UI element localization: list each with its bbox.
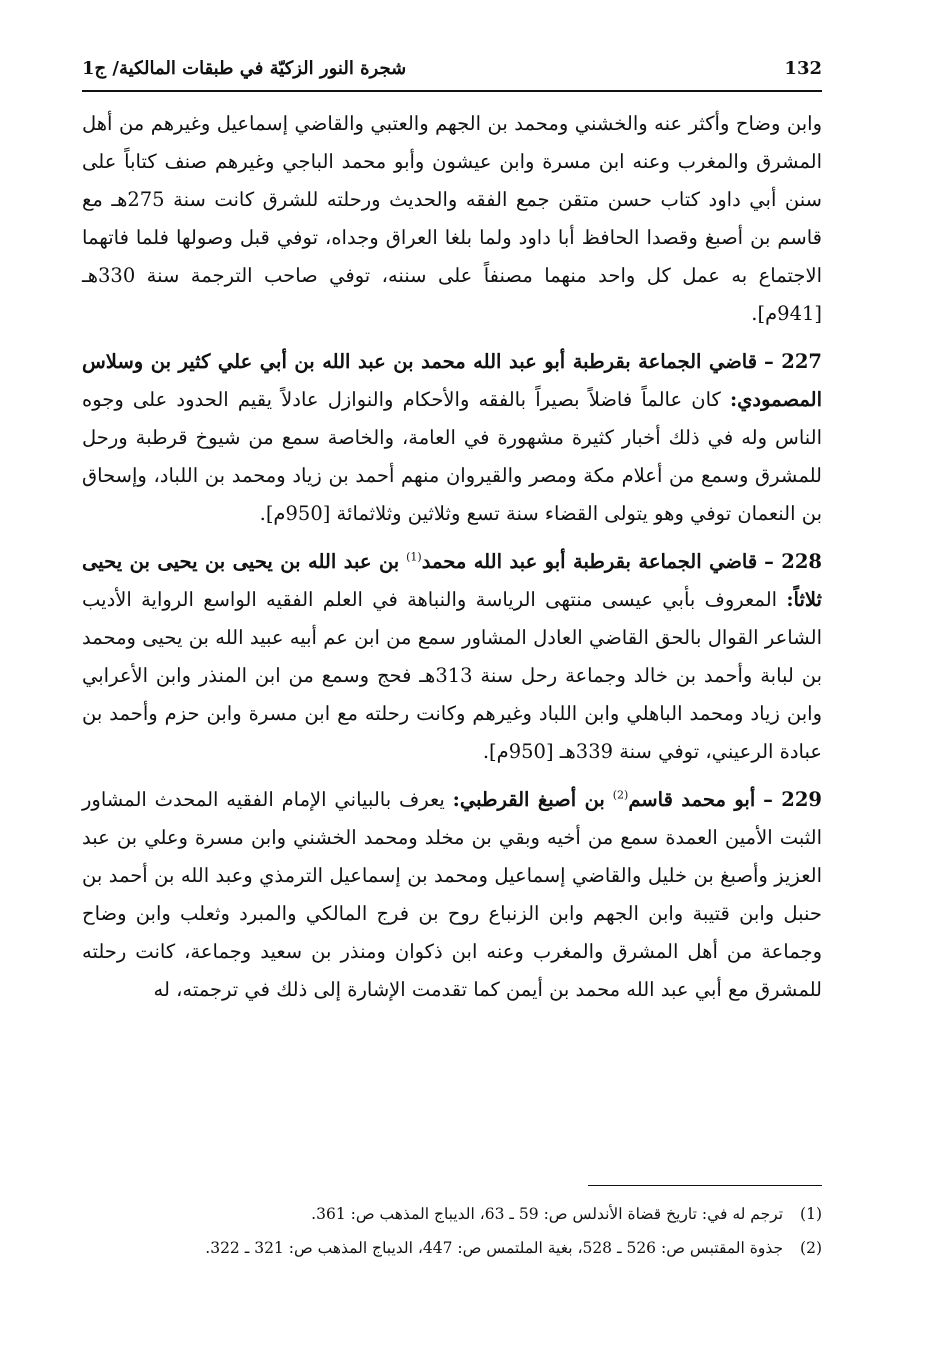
entry-number: 227 –	[764, 350, 823, 373]
main-text	[82, 105, 822, 1019]
entry-227	[82, 343, 822, 533]
entry-heading: قاضي الجماعة بقرطبة أبو عبد الله محمد بن عبد الله بن أبي علي كثير بن وسلاس المصمودي:	[82, 350, 822, 411]
paragraph-continuation: وابن وضاح وأكثر عنه والخشني ومحمد بن الجهم والعتبي والقاضي إسماعيل وغيرهم من أهل المشرق والمغرب وعنه ابن مسرة وابن عيشون وأبو محمد الباجي وغيرهم صنف كتاباً على سنن أبي داود كتاب حسن متقن جمع الفقه والحديث ورحلته للشرق كانت سنة 275هـ مع قاسم بن أصبغ وقصدا الحافظ أبا داود ولما بلغا العراق وجداه، توفي قبل وصولها فلما فاتهما الاجتماع به عمل كل واحد منهما مصنفاً على سننه، توفي صاحب الترجمة سنة 330هـ [941م].	[82, 112, 822, 325]
footnote-rule	[588, 1185, 822, 1186]
footnote-1	[82, 1200, 822, 1228]
entry-number: 229 –	[763, 788, 823, 811]
footnote-marker: (1)	[800, 1205, 822, 1223]
footnote-marker: (2)	[800, 1239, 822, 1257]
entry-number: 228 –	[764, 550, 823, 573]
page-number: 132	[784, 58, 822, 79]
footnote-reference: (2)	[612, 788, 629, 802]
entry-body: المعروف بأبي عيسى منتهى الرياسة والنباهة في العلم الفقيه الواسع الرواية الأديب الشاعر القوال بالحق القاضي العادل المشاور سمع من ابن عم أبيه عبيد الله بن يحيى ومحمد بن لبابة وأحمد بن خالد وجماعة رحل سنة 313هـ فحج وسمع من ابن المنذر وابن الأعرابي وابن زياد ومحمد الباهلي وابن اللباد وغيرهم وكانت رحلته مع ابن مسرة وابن حزم وأحمد بن عبادة الرعيني، توفي سنة 339هـ [950م].	[82, 588, 822, 763]
header-rule	[82, 90, 822, 92]
entry-body: كان عالماً فاضلاً بصيراً بالفقه والأحكام والنوازل عادلاً يقيم الحدود على وجوه الناس وله في ذلك أخبار كثيرة مشهورة في العامة، والخاصة سمع من شيوخ قرطبة ورحل للمشرق وسمع من أعلام مكة ومصر والقيروان منهم أحمد بن زياد ومحمد بن اللباد، وإسحاق بن النعمان توفي وهو يتولى القضاء سنة تسع وثلاثين وثلاثمائة [950م].	[82, 388, 822, 525]
footnote-2	[82, 1234, 822, 1262]
footnotes	[82, 1200, 822, 1268]
running-title: شجرة النور الزكيّة في طبقات المالكية/ ج1	[82, 58, 407, 79]
entry-heading-continued: بن عبد الله بن يحيى بن يحيى بن يحيى ثلاثاً:	[82, 550, 822, 611]
footnote-reference: (1)	[406, 550, 422, 564]
entry-heading: قاضي الجماعة بقرطبة أبو عبد الله محمد	[421, 550, 758, 573]
entry-heading: أبو محمد قاسم	[628, 788, 756, 811]
footnote-text: جذوة المقتبس ص: 526 ـ 528، بغية الملتمس ص: 447، الديباج المذهب ص: 321 ـ 322.	[205, 1239, 784, 1257]
footnote-text: ترجم له في: تاريخ قضاة الأندلس ص: 59 ـ 63، الديباج المذهب ص: 361.	[311, 1205, 784, 1223]
entry-heading-continued: بن أصبغ القرطبي:	[452, 788, 605, 811]
page-header	[82, 56, 822, 86]
entry-228	[82, 543, 822, 771]
entry-body: يعرف بالبياني الإمام الفقيه المحدث المشاور الثبت الأمين العمدة سمع من أخيه وبقي بن مخلد ومحمد الخشني وابن مسرة وعلي بن عبد العزيز وأصبغ بن خليل والقاضي إسماعيل ومحمد بن إسماعيل الترمذي وعبد الله بن أحمد بن حنبل وابن قتيبة وابن الجهم وابن الزنباع روح بن فرج المالكي والمبرد وثعلب وابن وضاح وجماعة من أهل المشرق والمغرب وعنه ابن ذكوان ومنذر بن سعيد وجماعة، كانت رحلته للمشرق مع أبي عبد الله محمد بن أيمن كما تقدمت الإشارة إلى ذلك في ترجمته، له	[82, 788, 822, 1001]
entry-229	[82, 781, 822, 1009]
